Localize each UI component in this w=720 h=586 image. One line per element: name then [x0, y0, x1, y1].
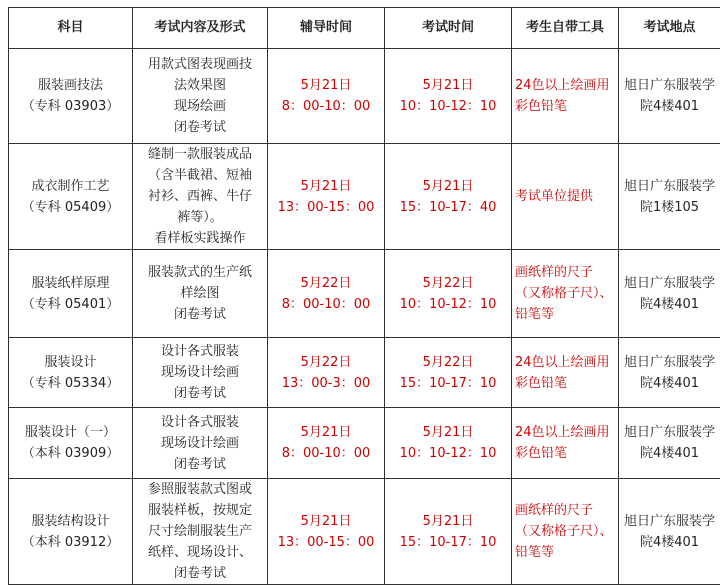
course-code: （本科 03912）	[21, 534, 120, 550]
location-cell	[619, 144, 720, 250]
content-line: 尺寸绘制服装生产	[147, 524, 252, 539]
tools-cell	[512, 49, 619, 144]
course-code: （专科 03903）	[21, 99, 120, 114]
tools-text: 画纸样的尺子（又称格子尺）、铅笔等	[515, 265, 613, 322]
content-cell	[133, 49, 268, 144]
exam-time: 15：10-17：10	[399, 375, 497, 391]
tools-cell	[512, 144, 619, 250]
tutoring-cell	[268, 479, 385, 585]
course-code: （专科 05401）	[21, 296, 120, 312]
location-cell	[619, 250, 720, 338]
exam-time-cell	[385, 338, 512, 408]
header-exam-time: 考试时间	[385, 8, 512, 49]
location-text: 旭日广东服装学院4楼401	[623, 425, 715, 461]
tutoring-time: 13：00-15：00	[277, 534, 375, 550]
location-text: 旭日广东服装学院4楼401	[623, 78, 715, 114]
table-row	[9, 338, 720, 408]
table-row	[9, 479, 720, 585]
content-line: （含半截裙、短袖	[147, 168, 252, 183]
exam-date: 5月21日	[422, 78, 474, 93]
location-cell	[619, 479, 720, 585]
subject-cell	[9, 250, 133, 338]
content-line: 设计各式服装	[160, 344, 239, 359]
exam-time: 10：10-12：10	[399, 99, 497, 114]
location-text: 旭日广东服装学院4楼401	[623, 513, 715, 550]
tutoring-cell	[268, 408, 385, 479]
content-cell	[133, 338, 268, 408]
course-code: （专科 05334）	[21, 375, 120, 391]
location-text: 旭日广东服装学院1楼105	[623, 178, 715, 215]
subject-name: 服装设计（一）	[24, 425, 116, 440]
subject-name: 服装纸样原理	[31, 275, 110, 291]
subject-name: 服装结构设计	[31, 513, 110, 529]
tutoring-date: 5月21日	[300, 425, 352, 440]
content-cell	[133, 250, 268, 338]
content-line: 裤等）。	[177, 210, 223, 225]
tutoring-time: 8：00-10：00	[281, 99, 371, 114]
exam-time-cell	[385, 479, 512, 585]
tutoring-date: 5月22日	[300, 354, 352, 370]
exam-time: 15：10-17：40	[399, 199, 497, 215]
exam-date: 5月22日	[422, 275, 474, 291]
course-code: （专科 05409）	[21, 199, 120, 215]
content-line: 闭卷考试	[173, 120, 226, 135]
content-cell	[133, 479, 268, 585]
exam-time-cell	[385, 49, 512, 144]
exam-time: 10：10-12：10	[399, 296, 497, 312]
tools-cell	[512, 250, 619, 338]
content-line: 现场绘画	[173, 99, 226, 114]
subject-name: 成衣制作工艺	[31, 178, 110, 194]
subject-cell	[9, 338, 133, 408]
tools-cell	[512, 338, 619, 408]
exam-date: 5月21日	[422, 178, 474, 194]
location-text: 旭日广东服装学院4楼401	[623, 275, 715, 312]
exam-time-cell	[385, 144, 512, 250]
content-cell	[133, 408, 268, 479]
header-tools: 考生自带工具	[512, 8, 619, 49]
tutoring-cell	[268, 250, 385, 338]
table-row	[9, 408, 720, 479]
tools-text: 24色以上绘画用彩色铅笔	[515, 78, 610, 114]
tutoring-time: 13：00-3：00	[281, 375, 371, 391]
content-line: 法效果图	[173, 78, 226, 93]
content-line: 参照服装款式图或	[147, 482, 252, 497]
content-line: 样绘图	[180, 286, 220, 301]
subject-name: 服装设计	[44, 354, 97, 370]
tutoring-cell	[268, 144, 385, 250]
content-line: 现场设计绘画	[160, 365, 239, 380]
exam-schedule-table	[8, 7, 720, 585]
content-line: 服装款式的生产纸	[147, 265, 252, 280]
location-cell	[619, 338, 720, 408]
tools-text: 画纸样的尺子（又称格子尺）、铅笔等	[515, 503, 613, 560]
tutoring-time: 8：00-10：00	[281, 446, 371, 461]
tutoring-date: 5月21日	[300, 78, 352, 93]
tutoring-date: 5月21日	[300, 178, 352, 194]
exam-date: 5月21日	[422, 513, 474, 529]
location-cell	[619, 49, 720, 144]
tutoring-time: 13：00-15：00	[277, 199, 375, 215]
exam-time-cell	[385, 250, 512, 338]
content-line: 设计各式服装	[160, 414, 239, 430]
tools-text: 24色以上绘画用彩色铅笔	[515, 425, 610, 461]
subject-cell	[9, 144, 133, 250]
content-line: 闭卷考试	[173, 307, 226, 322]
course-code: （本科 03909）	[21, 446, 120, 461]
content-line: 现场设计绘画	[160, 435, 239, 451]
tools-cell	[512, 408, 619, 479]
exam-date: 5月22日	[422, 354, 474, 370]
tutoring-date: 5月22日	[300, 275, 352, 291]
content-line: 闭卷考试	[173, 566, 226, 581]
header-row	[9, 8, 720, 49]
content-line: 闭卷考试	[173, 456, 226, 472]
content-line: 衬衫、西裤、牛仔	[147, 189, 252, 204]
exam-date: 5月21日	[422, 425, 474, 440]
location-text: 旭日广东服装学院4楼401	[623, 354, 715, 391]
content-cell	[133, 144, 268, 250]
tutoring-cell	[268, 338, 385, 408]
table-row	[9, 144, 720, 250]
header-tutoring-time: 辅导时间	[268, 8, 385, 49]
subject-cell	[9, 479, 133, 585]
table-row	[9, 49, 720, 144]
tools-text: 考试单位提供	[515, 189, 594, 204]
tools-text: 24色以上绘画用彩色铅笔	[515, 354, 610, 391]
subject-cell	[9, 49, 133, 144]
tools-cell	[512, 479, 619, 585]
content-line: 看样板实践操作	[154, 231, 246, 246]
exam-time: 15：10-17：10	[399, 534, 497, 550]
header-content: 考试内容及形式	[133, 8, 268, 49]
tutoring-time: 8：00-10：00	[281, 296, 371, 312]
content-line: 纸样、现场设计、	[147, 545, 252, 560]
location-cell	[619, 408, 720, 479]
subject-cell	[9, 408, 133, 479]
content-line: 闭卷考试	[173, 386, 226, 401]
content-line: 缝制一款服装成品	[147, 147, 252, 162]
content-line: 用款式图表现画技	[147, 57, 252, 72]
exam-time: 10：10-12：10	[399, 446, 497, 461]
tutoring-cell	[268, 49, 385, 144]
subject-name: 服装画技法	[37, 78, 103, 93]
header-subject: 科目	[9, 8, 133, 49]
content-line: 服装样板，按规定	[147, 503, 252, 518]
exam-time-cell	[385, 408, 512, 479]
tutoring-date: 5月21日	[300, 513, 352, 529]
table-row	[9, 250, 720, 338]
header-location: 考试地点	[619, 8, 720, 49]
